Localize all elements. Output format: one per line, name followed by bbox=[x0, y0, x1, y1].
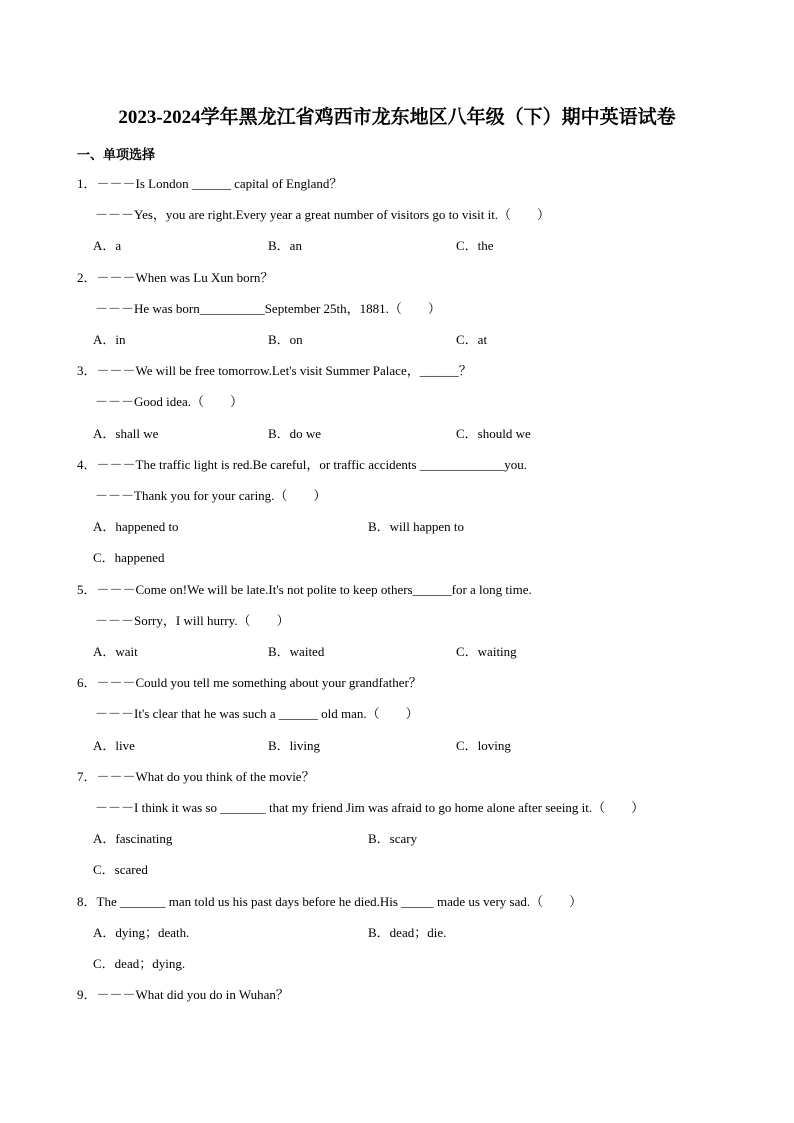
question-8-option-b: B．dead；die. bbox=[368, 925, 447, 940]
question-7-stem: 7．－－－What do you think of the movie？ bbox=[77, 769, 315, 784]
question-3-reply: －－－Good idea.（ ） bbox=[95, 394, 244, 409]
question-6-option-b: B．living bbox=[268, 738, 321, 753]
question-1-reply: －－－Yes，you are right.Every year a great number of visitors go to visit it.（ ） bbox=[95, 207, 551, 222]
question-8-option-c: C．dead；dying. bbox=[93, 956, 186, 971]
question-2-option-c: C．at bbox=[456, 332, 488, 347]
question-2-stem: 2．－－－When was Lu Xun born？ bbox=[77, 270, 274, 285]
question-4-option-b: B．will happen to bbox=[368, 519, 465, 534]
question-6-option-c: C．loving bbox=[456, 738, 511, 753]
question-4-reply: －－－Thank you for your caring.（ ） bbox=[95, 488, 327, 503]
question-8-stem: 8．The _______ man told us his past days before he died.His _____ made us very sad.（ ） bbox=[77, 894, 583, 909]
question-4-option-a: A．happened to bbox=[93, 519, 179, 534]
question-3-option-b: B．do we bbox=[268, 426, 322, 441]
question-5-option-b: B．waited bbox=[268, 644, 325, 659]
question-7-option-c: C．scared bbox=[93, 862, 148, 877]
question-1-option-c: C．the bbox=[456, 238, 494, 253]
question-4-option-c: C．happened bbox=[93, 550, 165, 565]
question-5-stem: 5．－－－Come on!We will be late.It's not polite to keep others______for a long time. bbox=[77, 582, 532, 597]
question-7-option-a: A．fascinating bbox=[93, 831, 173, 846]
question-6-reply: －－－It's clear that he was such a ______ old man.（ ） bbox=[95, 706, 419, 721]
question-7-option-b: B．scary bbox=[368, 831, 418, 846]
question-8-option-a: A．dying；death. bbox=[93, 925, 190, 940]
question-1-option-a: A．a bbox=[93, 238, 122, 253]
question-2-option-b: B．on bbox=[268, 332, 303, 347]
section-heading: 一、单项选择 bbox=[77, 147, 156, 162]
question-1-option-b: B．an bbox=[268, 238, 302, 253]
question-3-option-c: C．should we bbox=[456, 426, 531, 441]
question-5-option-c: C．waiting bbox=[456, 644, 517, 659]
question-9-stem: 9．－－－What did you do in Wuhan？ bbox=[77, 987, 289, 1002]
question-5-reply: －－－Sorry，I will hurry.（ ） bbox=[95, 613, 290, 628]
question-5-option-a: A．wait bbox=[93, 644, 138, 659]
question-2-option-a: A．in bbox=[93, 332, 126, 347]
question-6-option-a: A．live bbox=[93, 738, 135, 753]
question-1-stem: 1．－－－Is London ______ capital of England？ bbox=[77, 176, 343, 191]
question-4-stem: 4．－－－The traffic light is red.Be careful，or traffic accidents _____________you. bbox=[77, 457, 528, 472]
question-3-stem: 3．－－－We will be free tomorrow.Let's visit Summer Palace，______？ bbox=[77, 363, 472, 378]
question-2-reply: －－－He was born__________September 25th，1881.（ ） bbox=[95, 301, 441, 316]
question-3-option-a: A．shall we bbox=[93, 426, 159, 441]
exam-title: 2023-2024学年黑龙江省鸡西市龙东地区八年级（下）期中英语试卷 bbox=[118, 107, 676, 128]
question-6-stem: 6．－－－Could you tell me something about your grandfather？ bbox=[77, 675, 422, 690]
question-7-reply: －－－I think it was so _______ that my friend Jim was afraid to go home alone after seeing it.（ ） bbox=[95, 800, 645, 815]
